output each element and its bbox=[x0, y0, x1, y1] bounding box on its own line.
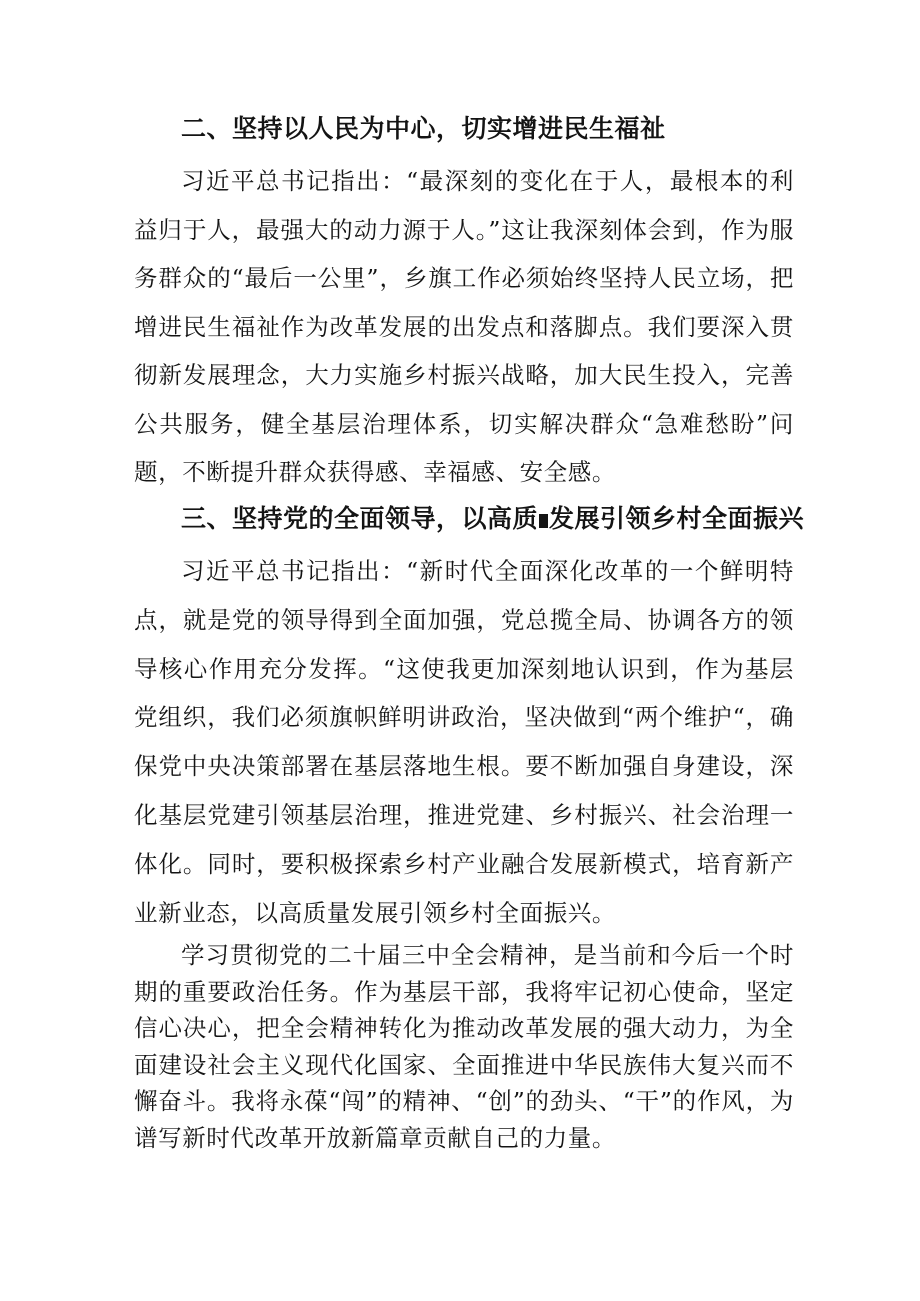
section-three-heading bbox=[181, 504, 804, 534]
section-three-heading-end: 发展引领乡村全面振兴 bbox=[549, 504, 805, 533]
section-two-heading: 二、坚持以人民为中心，切实增进民生福祉 bbox=[181, 114, 666, 143]
section-three-paragraph: 习近平总书记指出：“新时代全面深化改革的一个鲜明特点，就是党的领导得到全面加强，党总揽全局、协调各方的领导核心作用充分发挥。“这使我更加深刻地认识到，作为基层党组织，我们必须旗帜鲜明讲政治，坚决做到“两个维护“，确保党中央决策部署在基层落地生根。要不断加强自身建设，深化基层党建引领基层治理，推进党建、乡村振兴、社会治理一体化。同时，要积极探索乡村产业融合发展新模式，培育新产业新业态，以高质量发展引领乡村全面振兴。 bbox=[134, 557, 794, 927]
section-three-heading-start: 三、坚持党的全面领导，以高质 bbox=[181, 504, 539, 533]
missing-glyph-mark bbox=[539, 514, 548, 528]
section-two-paragraph: 习近平总书记指出：“最深刻的变化在于人，最根本的利益归于人，最强大的动力源于人。”这让我深刻体会到，作为服务群众的“最后一公里”，乡旗工作必须始终坚持人民立场，把增进民生福祉作为改革发展的出发点和落脚点。我们要深入贯彻新发展理念，大力实施乡村振兴战略，加大民生投入，完善公共服务，健全基层治理体系，切实解决群众“急难愁盼”问题，不断提升群众获得感、幸福感、安全感。 bbox=[134, 167, 794, 486]
closing-paragraph: 学习贯彻党的二十届三中全会精神，是当前和今后一个时期的重要政治任务。作为基层干部，我将牢记初心使命，坚定信心决心，把全会精神转化为推动改革发展的强大动力，为全面建设社会主义现代化国家、全面推进中华民族伟大复兴而不懈奋斗。我将永葆“闯”的精神、“创”的劲头、“干”的作风，为谱写新时代改革开放新篇章贡献自己的力量。 bbox=[134, 941, 794, 1152]
